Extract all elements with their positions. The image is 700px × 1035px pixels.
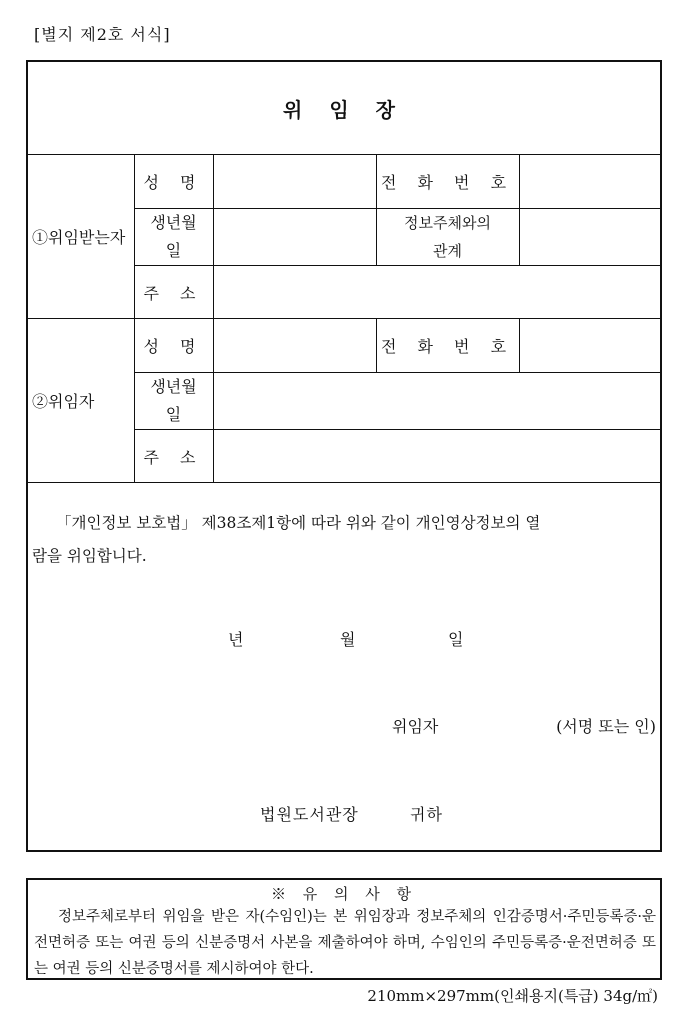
delegator-dob-label [134, 373, 213, 430]
signature-hint: (서명 또는 인) [556, 717, 656, 736]
delegator-name-field[interactable] [213, 319, 376, 373]
delegate-name-label: 성 명 [134, 155, 213, 209]
delegate-relation-label-line2: 관계 [433, 242, 462, 260]
delegate-phone-field[interactable] [519, 155, 660, 209]
date-day: 일 [448, 630, 464, 649]
delegate-dob-label-line2: 일 [165, 241, 182, 260]
delegator-section-label: ②위임자 [28, 319, 134, 483]
delegator-phone-label: 전 화 번 호 [376, 319, 519, 373]
addressee-suffix: 귀하 [410, 805, 443, 824]
delegate-name-field[interactable] [213, 155, 376, 209]
delegate-address-field[interactable] [213, 266, 660, 319]
delegator-address-field[interactable] [213, 430, 660, 483]
delegator-address-label: 주 소 [134, 430, 213, 483]
addressee-name: 법원도서관장 [260, 805, 359, 824]
delegate-relation-label [376, 209, 519, 266]
date-month: 월 [340, 630, 356, 649]
delegation-form [26, 60, 662, 852]
statement-line-1: 「개인정보 보호법」 제38조제1항에 따라 위와 같이 개인영상정보의 열 [56, 514, 541, 532]
delegate-address-label: 주 소 [134, 266, 213, 319]
notice-text-content: 정보주체로부터 위임을 받은 자(수임인)는 본 위임장과 정보주체의 인감증명서·주민등록증·운전면허증 또는 여권 등의 신분증명서 사본을 제출하여야 하며, 수임인의 주민등록증·운전면허증 또는 여권 등의 신분증명서를 제시하여야 한다. [34, 909, 656, 977]
delegate-dob-label-line1: 생년월 [150, 213, 197, 232]
date-year: 년 [228, 630, 244, 649]
delegate-dob-field[interactable] [213, 209, 376, 266]
delegator-name-label: 성 명 [134, 319, 213, 373]
delegation-statement [28, 507, 660, 573]
delegator-phone-field[interactable] [519, 319, 660, 373]
statement-line-2: 람을 위임합니다. [32, 547, 147, 565]
notice-box [26, 878, 662, 980]
delegate-phone-label: 전 화 번 호 [376, 155, 519, 209]
page-title: 위 임 장 [28, 62, 660, 155]
info-table [28, 154, 660, 483]
notice-title: ※ 유 의 사 항 [270, 885, 418, 903]
form-label: [별지 제2호 서식] [34, 25, 171, 44]
signature-label: 위임자 [392, 717, 439, 736]
delegator-dob-label-line1: 생년월 [150, 377, 197, 396]
delegate-section-label: ①위임받는자 [28, 155, 134, 319]
paper-spec: 210mm×297mm(인쇄용지(특급) 34g/㎡) [367, 987, 658, 1005]
delegator-dob-label-line2: 일 [165, 405, 182, 424]
notice-text [34, 904, 656, 982]
delegator-dob-field[interactable] [213, 373, 660, 430]
delegate-relation-field[interactable] [519, 209, 660, 266]
delegate-relation-label-line1: 정보주체와의 [404, 214, 491, 232]
delegate-dob-label [134, 209, 213, 266]
